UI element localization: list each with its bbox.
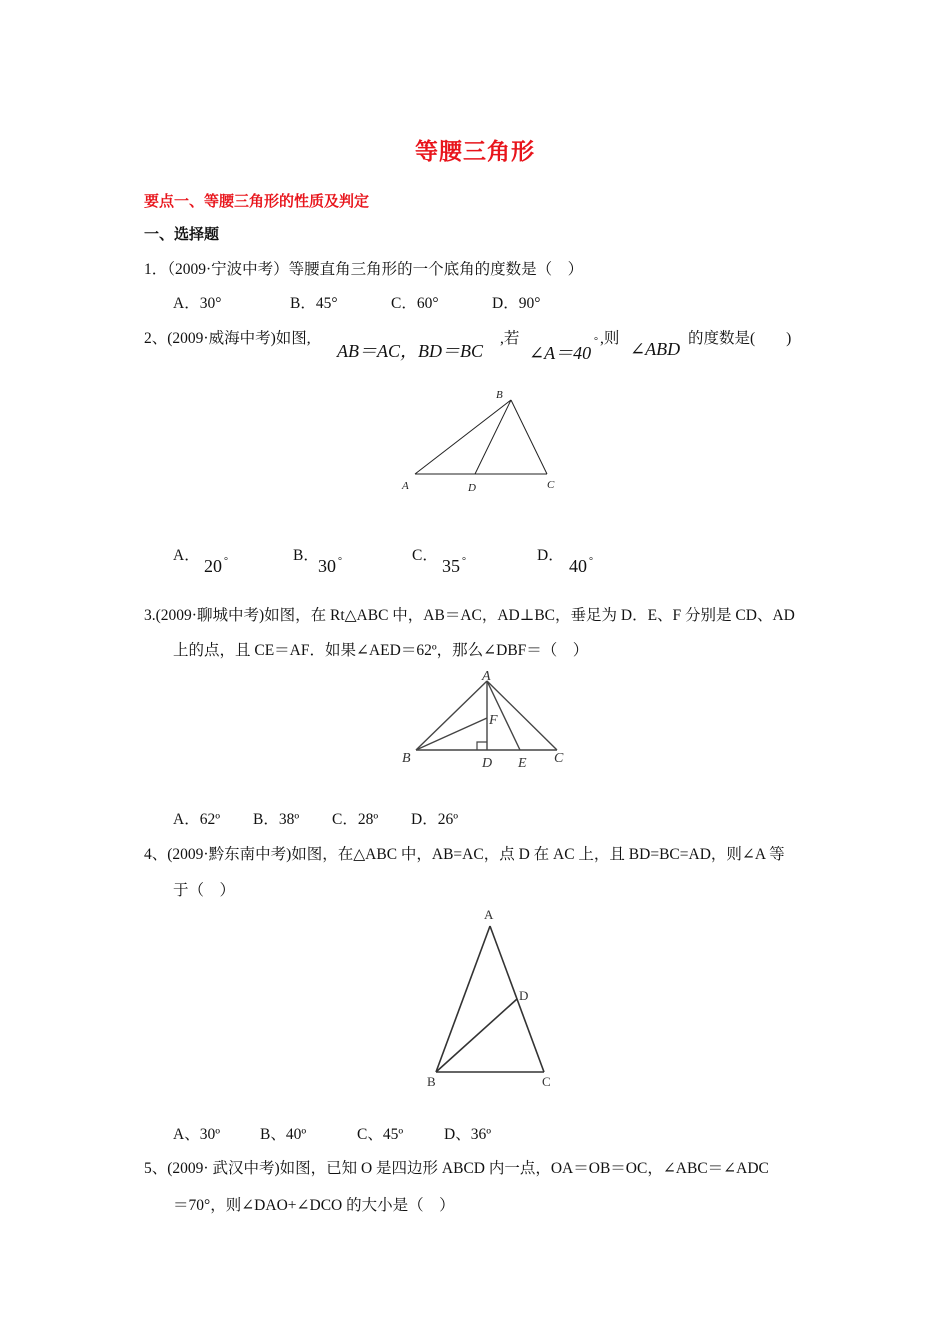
q2-option-c-letter: C． <box>412 547 438 564</box>
q3-segment-bf <box>416 718 487 750</box>
q4-label-b: B <box>427 1074 436 1089</box>
q2-formula-angle-abd: ∠ABD <box>630 339 681 359</box>
q4-option-a: A、30º <box>173 1126 220 1143</box>
q4-option-b: B、40º <box>260 1126 307 1143</box>
q2-option-a-degree: ° <box>224 556 228 567</box>
q2-stem-prefix: 2、(2009·威海中考)如图, <box>144 330 311 347</box>
q1-option-d: D．90° <box>492 295 541 312</box>
q4-option-c: C、45º <box>357 1126 404 1143</box>
q2-label-a: A <box>402 480 409 492</box>
q2-label-b: B <box>496 389 503 401</box>
q3-stem-line1: 3.(2009·聊城中考)如图，在 Rt△ABC 中，AB＝AC，AD⊥BC，垂足为 D．E、F 分别是 CD、AD <box>144 607 795 624</box>
q2-option-d-value: 40 <box>569 556 587 576</box>
q2-option-b-degree: ° <box>338 556 342 567</box>
q5-stem-line1: 5、(2009· 武汉中考)如图，已知 O 是四边形 ABCD 内一点，OA＝OB＝OC，∠ABC＝∠ADC <box>144 1160 769 1177</box>
q4-option-d: D、36º <box>444 1126 491 1143</box>
q2-triangle-figure <box>395 383 565 498</box>
q1-stem: 1．（2009·宁波中考）等腰直角三角形的一个底角的度数是（ ） <box>144 261 584 278</box>
q3-label-a: A <box>482 669 491 684</box>
q2-stem-suffix: 的度数是( ) <box>688 330 792 347</box>
q3-segment-ab <box>416 681 487 750</box>
q2-segment-ab <box>415 400 511 474</box>
section-heading: 要点一、等腰三角形的性质及判定 <box>144 192 370 210</box>
q2-option-b-letter: B． <box>293 547 319 564</box>
subsection-heading: 一、选择题 <box>144 225 220 243</box>
q2-segment-bd <box>475 400 511 474</box>
q4-triangle-figure <box>420 902 560 1092</box>
q1-option-b: B．45° <box>290 295 338 312</box>
q2-label-d: D <box>468 482 476 494</box>
q3-option-c: C．28º <box>332 811 379 828</box>
q2-option-a-letter: A． <box>173 547 200 564</box>
q4-label-c: C <box>542 1074 551 1089</box>
q4-stem-line1: 4、(2009·黔东南中考)如图，在△ABC 中，AB=AC，点 D 在 AC 上，且 BD=BC=AD，则∠A 等 <box>144 846 785 863</box>
q1-option-c: C．60° <box>391 295 439 312</box>
q2-label-c: C <box>547 479 555 491</box>
q5-stem-line2: ＝70°，则∠DAO+∠DCO 的大小是（ ） <box>173 1197 455 1214</box>
q4-segment-ab <box>436 926 490 1072</box>
q3-label-b: B <box>402 751 411 766</box>
q2-formula-ab-ac-bd-bc: AB＝AC，BD＝BC <box>337 341 483 361</box>
q3-stem-line2: 上的点，且 CE＝AF．如果∠AED＝62º，那么∠DBF＝（ ） <box>173 642 589 659</box>
q2-degree-sign: ° <box>594 336 598 347</box>
q3-option-a: A．62º <box>173 811 220 828</box>
page-title: 等腰三角形 <box>415 139 535 165</box>
q3-label-e: E <box>518 756 527 771</box>
q2-stem-if: ,若 <box>500 330 520 347</box>
q4-stem-line2: 于（ ） <box>173 882 236 899</box>
q2-option-d-degree: ° <box>589 556 593 567</box>
q2-option-c-value: 35 <box>442 556 460 576</box>
q2-formula-angle-a: ∠A＝40 <box>529 343 592 363</box>
q2-option-b-value: 30 <box>318 556 336 576</box>
q2-segment-bc <box>511 400 547 474</box>
q4-label-d: D <box>519 988 529 1003</box>
q3-label-f: F <box>489 713 498 728</box>
q2-option-d-letter: D． <box>537 547 564 564</box>
q3-label-c: C <box>554 751 564 766</box>
q2-stem-then: ,则 <box>600 330 620 347</box>
q2-option-c-degree: ° <box>462 556 466 567</box>
q3-triangle-figure <box>395 664 575 774</box>
q4-segment-bd <box>436 999 517 1072</box>
q4-label-a: A <box>484 907 494 922</box>
q3-label-d: D <box>482 756 493 771</box>
q3-option-b: B．38º <box>253 811 300 828</box>
q2-option-a-value: 20 <box>204 556 222 576</box>
q1-option-a: A．30° <box>173 295 222 312</box>
q3-option-d: D．26º <box>411 811 458 828</box>
q3-right-angle-mark <box>477 742 487 750</box>
